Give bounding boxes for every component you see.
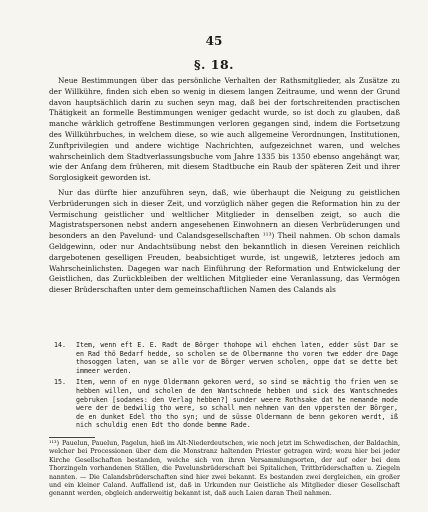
excerpt-number: 15. <box>54 378 66 387</box>
body-text <box>49 76 400 300</box>
paragraph-2: Nur das dürfte hier anzuführen seyn, daß, wie überhaupt die Neigung zu geistlichen Verbrüderungen sich in dieser Zeit, und vorzüglich näher gegen die Reformation hin zu der Vermischung geistlicher und weltlicher Mitglieder in denselben zeigt, so auch die Magistratspersonen nebst andern angesehenen Einwohnern an diesen Verbrüderungen und besonders an den Pavelund- und Calandsgesellschaften ¹¹³) Theil nahmen. Ob schon damals Geldgewinn, oder nur Andachtsübung nebst den bekanntlich in diesen Vereinen reichlich dargebotenen geselligen Freuden, beabsichtiget wurde, ist ungewiß, letzteres jedoch am Wahrscheinlichsten. Dagegen war nach Einführung der Reformation und Entwickelung der Geistlichen, das Zurückbleiben der weltlichen Mitglieder eine Veranlassung, das Vermögen dieser Brüderschaften unter dem gemeinschaftlichen Namen des Calands als <box>49 187 400 295</box>
page-number: 45 <box>205 34 223 48</box>
footnote <box>49 440 400 499</box>
footnote-text: Pauelun, Pauelun, Pagelun, hieß im Alt-Niederdeutschen, wie noch jetzt im Schwedischen, der Baldachin, welcher bei Processionen über dem die Monstranz haltenden Priester getragen wird; wozu hier bei jeder Kirche Gesellschaften bestanden, welche sich von ihren Versammlungsorten, der auf oder bei dem Thorzingeln vorhandenen Ställen, die Pavelunsbrüderschaft bei Spitalichen, Trittbrüderschaften u. Ziegeln nannten. — Die Calandsbrüderschaften sind hier zwei bekannt. Es bestanden zwei dergleichen, ein großer und ein kleiner Caland. Auffallend ist, daß in Urkunden nur Geistliche als Mitglieder dieser Gesellschaft genannt werden, obgleich anderweitig bekannt ist, daß auch Laien daran Theil nahmen. <box>49 440 400 498</box>
paragraph-1: Neue Bestimmungen über das persönliche Verhalten der Rathsmitglieder, als Zusätze zu der Willkühre, finden sich eben so wenig in diesem langen Zeitraume, und wenn der Grund davon hauptsächlich darin zu suchen seyn mag, daß bei der fortschreitenden practischen Thätigkeit an formelle Bestimmungen weniger gedacht wurde, so ist doch zu glauben, daß manche wärklich getroffene Bestimmungen verloren gegangen sind, indem die Fortsetzung des Willkührbuches, in welchem diese, so wie auch allgemeine Verordnungen, Institutionen, Zunftprivilegien und andere wichtige Nachrichten, aufgezeichnet waren, und welches wahrscheinlich dem Stadtverlassungsbuche vom Jahre 1335 bis 1350 ebenso angehängt war, wie der Anfang dem früheren, mit diesem Stadtbuche ein Raub der späteren Zeit und ihrer Sorglosigkeit geworden ist. <box>49 76 400 183</box>
excerpt-text: Item, wenn of en nyge Oldermann gekoren werd, so sind se mächtig tho frien wen se hebben willen, und scholen de den Wantschnede hebben und sick des Wantschnedes gebruken [sodanes: den Verlag hebben?] sunder weere Rothsake dat he nemande mode were der de bedwilig tho were, so schall men nehmen van den vppersten der Börger, de en dunket Edel tho tho syn; und de süsse Oldermann de benn gekoren werdt, iß nich schuldig enen Edt tho donde bemme Rade. <box>76 378 398 430</box>
quoted-excerpts <box>54 341 398 433</box>
excerpt-14 <box>54 341 398 375</box>
excerpt-text: Item, wenn eft E. E. Radt de Börger thohope wil ehchen laten, edder süst Dar se en Rad thö Bedarf hedde, so scholen se de Olbermanne tho voren twe edder dre Dage thosoggen laten, wan se alle vor de Börger werwen scholen, oppe dat se dette bet immeer werden. <box>76 341 398 375</box>
footnote-mark: ¹¹³) <box>49 440 60 447</box>
section-heading: §. 18. <box>194 57 234 72</box>
excerpt-number: 14. <box>54 341 66 349</box>
footnote-divider <box>49 437 95 438</box>
excerpt-15 <box>54 378 398 430</box>
